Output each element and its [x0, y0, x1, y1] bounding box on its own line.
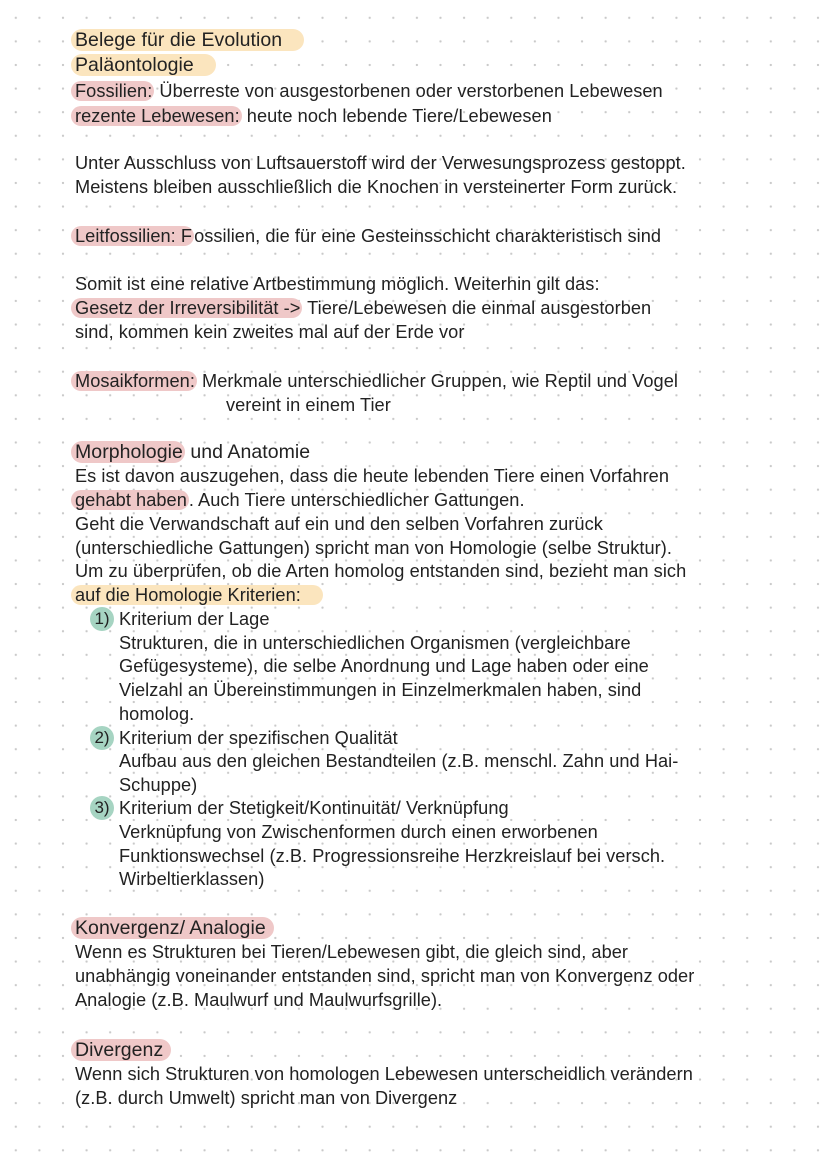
paragraph-line: Somit ist eine relative Artbestimmung möglich. Weiterhin gilt das: [75, 274, 600, 294]
def-fossilien: Überreste von ausgestorbenen oder verstorbenen Lebewesen [154, 81, 663, 101]
number-badge: 3) [90, 796, 114, 820]
paragraph-line: (unterschiedliche Gattungen) spricht man von Homologie (selbe Struktur). [75, 538, 672, 558]
kriterium-line: homolog. [119, 704, 195, 724]
definition-fossilien [75, 79, 663, 103]
term-fossilien: Fossilien: [71, 81, 154, 101]
paragraph-line: Geht die Verwandschaft auf ein und den selben Vorfahren zurück [75, 514, 603, 534]
kriterium-line: Vielzahl an Übereinstimmungen in Einzelmerkmalen haben, sind [119, 680, 642, 700]
homologie-kriterien-line [75, 583, 323, 607]
paragraph-line: sind, kommen kein zweites mal auf der Erde vor [75, 322, 465, 342]
title-highlight: Belege für die Evolution [71, 29, 304, 51]
number-badge: 2) [90, 726, 114, 750]
def-leitfossilien: ossilien, die für eine Gesteinsschicht charakteristisch sind [194, 226, 662, 246]
paragraph-line: Unter Ausschluss von Luftsauerstoff wird der Verwesungsprozess gestoppt. [75, 153, 686, 173]
paragraph-line: Wenn es Strukturen bei Tieren/Lebewesen gibt, die gleich sind, aber [75, 942, 629, 962]
kriterium-line: Gefügesysteme), die selbe Anordnung und Lage haben oder eine [119, 656, 649, 676]
paragraph-line: unabhängig voneinander entstanden sind, spricht man von Konvergenz oder [75, 966, 695, 986]
paragraph-line: Wenn sich Strukturen von homologen Lebewesen unterscheidlich verändern [75, 1064, 693, 1084]
term-gesetz: Gesetz der Irreversibilität -> [71, 298, 302, 318]
term-leitfossilien: Leitfossilien: F [71, 226, 194, 246]
gehabt-highlight: gehabt haben [71, 490, 189, 510]
def-rezent: heute noch lebende Tiere/Lebewesen [241, 106, 552, 126]
def-mosaikformen: Merkmale unterschiedlicher Gruppen, wie Reptil und Vogel [196, 371, 678, 391]
term-mosaikformen: Mosaikformen: [71, 371, 197, 391]
section-heading-divergenz [75, 1038, 171, 1062]
section-heading-palaeontologie [75, 53, 216, 77]
kriterium-line: Wirbeltierklassen) [119, 869, 265, 889]
paragraph-line: Meistens bleiben ausschließlich die Knochen in versteinerter Form zurück. [75, 177, 678, 197]
kriterium-line: Aufbau aus den gleichen Bestandteilen (z.B. menschl. Zahn und Hai- [119, 751, 679, 771]
kriterium-line: Strukturen, die in unterschiedlichen Organismen (vergleichbare [119, 633, 631, 653]
kriterium-title: Kriterium der spezifischen Qualität [119, 728, 398, 748]
definition-rezent [75, 104, 552, 128]
section-heading-konvergenz [75, 916, 274, 940]
paragraph-line [75, 488, 525, 512]
kriterium-title: Kriterium der Lage [119, 609, 270, 629]
term-rezent: rezente Lebewesen: [71, 106, 242, 126]
paragraph-line: Es ist davon auszugehen, dass die heute lebenden Tiere einen Vorfahren [75, 466, 670, 486]
def-gesetz: Tiere/Lebewesen die einmal ausgestorben [302, 298, 652, 318]
paragraph-line: Um zu überprüfen, ob die Arten homolog entstanden sind, bezieht man sich [75, 561, 687, 581]
definition-mosaikformen [75, 369, 678, 393]
definition-gesetz [75, 296, 651, 320]
paragraph-line: Analogie (z.B. Maulwurf und Maulwurfsgrille). [75, 990, 443, 1010]
section-heading-morphologie [75, 440, 310, 464]
heading-rest: und Anatomie [184, 441, 311, 463]
kriterium-line: Verknüpfung von Zwischenformen durch einen erworbenen [119, 822, 598, 842]
number-badge: 1) [90, 607, 114, 631]
homologie-highlight: auf die Homologie Kriterien: [71, 585, 323, 605]
palaeontologie-highlight: Paläontologie [71, 54, 216, 76]
kriterium-line: Schuppe) [119, 775, 198, 795]
line-rest: . Auch Tiere unterschiedlicher Gattungen. [188, 490, 525, 510]
paragraph-line: vereint in einem Tier [226, 395, 391, 415]
kriterium-title: Kriterium der Stetigkeit/Kontinuität/ Verknüpfung [119, 798, 509, 818]
definition-leitfossilien [75, 224, 661, 248]
paragraph-line: (z.B. durch Umwelt) spricht man von Divergenz [75, 1088, 458, 1108]
page-title [75, 28, 304, 52]
konvergenz-highlight: Konvergenz/ Analogie [71, 917, 274, 939]
divergenz-highlight: Divergenz [71, 1039, 171, 1061]
morphologie-highlight: Morphologie [71, 441, 185, 463]
kriterium-line: Funktionswechsel (z.B. Progressionsreihe Herzkreislauf bei versch. [119, 846, 666, 866]
